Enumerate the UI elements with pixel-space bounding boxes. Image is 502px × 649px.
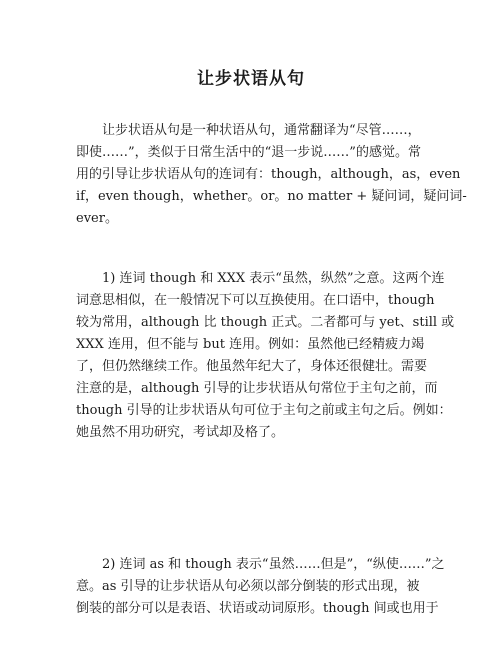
text-line: XXX 连用，但不能与 but 连用。例如：虽然他已经精疲力竭 [76,337,425,352]
paragraph-intro [76,120,467,230]
text-line: 让步状语从句是一种状语从句，通常翻译为“尽管……， [102,123,421,138]
document-title: 让步状语从句 [197,69,305,89]
text-line: 较为常用，although 比 though 正式。二者都可与 yet、still 或 [76,315,455,330]
text-line: 即使……”，类似于日常生活中的“退一步说……”的感觉。常 [76,145,421,160]
text-line: 倒装的部分可以是表语、状语或动词原形。though 间或也用于 [76,601,439,616]
text-line: ever。 [76,211,118,226]
text-line: 1) 连词 though 和 XXX 表示“虽然，纵然”之意。这两个连 [102,271,445,286]
text-line: 注意的是，although 引导的让步状语从句常位于主句之前，而 [76,381,438,396]
paragraph-though-although [76,268,455,444]
text-line: 了，但仍然继续工作。他虽然年纪大了，身体还很健壮。需要 [76,359,428,374]
paragraph-as-though [76,554,445,620]
text-line: 2) 连词 as 和 though 表示“虽然……但是”，“纵使……”之 [102,557,445,572]
text-line: though 引导的让步状语从句可位于主句之前或主句之后。例如： [76,403,452,418]
text-line: 她虽然不用功研究，考试却及格了。 [76,425,285,440]
text-line: 用的引导让步状语从句的连词有：though，although，as，even [76,167,461,182]
text-line: 意。as 引导的让步状语从句必须以部分倒装的形式出现，被 [76,579,420,594]
text-line: if，even though，whether。or。no matter + 疑问词，疑问词- [76,189,467,204]
text-line: 词意思相似，在一般情况下可以互换使用。在口语中，though [76,293,435,308]
